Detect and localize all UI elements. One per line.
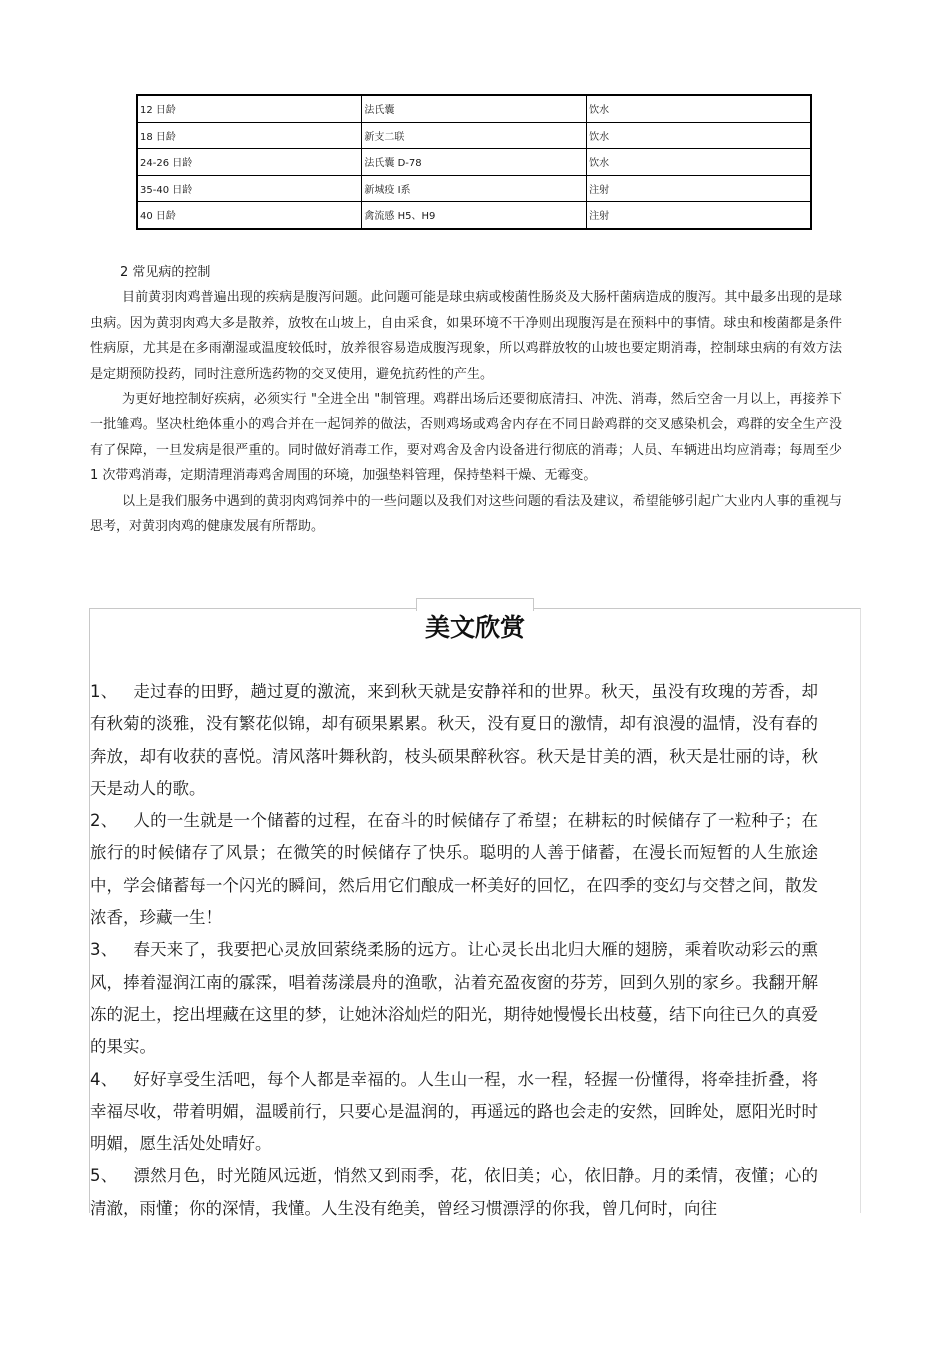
table-row xyxy=(137,175,811,202)
table-cell-method: 饮水 xyxy=(587,149,811,176)
table-cell-vaccine: 新支二联 xyxy=(362,122,587,149)
table-cell-age: 35-40 日龄 xyxy=(137,175,362,202)
table-cell-vaccine: 法氏囊 D-78 xyxy=(362,149,587,176)
table-cell-age: 24-26 日龄 xyxy=(137,149,362,176)
table-row xyxy=(137,122,811,149)
article-paragraph: 以上是我们服务中遇到的黄羽肉鸡饲养中的一些问题以及我们对这些问题的看法及建议，希望能够引起广大业内人事的重视与思考，对黄羽肉鸡的健康发展有所帮助。 xyxy=(90,493,842,535)
table-cell-method: 注射 xyxy=(587,202,811,229)
table-row xyxy=(137,95,811,122)
item-number: 2、 xyxy=(90,811,118,831)
item-number: 4、 xyxy=(90,1069,118,1089)
section-heading: 2 常见病的控制 xyxy=(120,265,211,280)
item-text: 漂然月色，时光随风远逝，悄然又到雨季，花，依旧美；心，依旧静。月的柔情，夜懂；心的清澈，雨懂；你的深情，我懂。人生没有绝美，曾经习惯漂浮的你我，曾几何时，向往 xyxy=(90,1166,819,1218)
item-number: 3、 xyxy=(90,940,118,960)
item-text: 人的一生就是一个储蓄的过程，在奋斗的时候储存了希望；在耕耘的时候储存了一粒种子；在旅行的时候储存了风景；在微笑的时候储存了快乐。聪明的人善于储蓄，在漫长而短暂的人生旅途中，学会储蓄每一个闪光的瞬间，然后用它们酿成一杯美好的回忆，在四季的变幻与交替之间，散发浓香，珍藏一生！ xyxy=(90,811,819,928)
list-item xyxy=(90,805,818,934)
table-cell-method: 注射 xyxy=(587,175,811,202)
item-text: 春天来了，我要把心灵放回萦绕柔肠的远方。让心灵长出北归大雁的翅膀，乘着吹动彩云的熏风，捧着湿润江南的霡霂，唱着荡漾晨舟的渔歌，沾着充盈夜窗的芬芳，回到久别的家乡。我翻开解冻的泥土，挖出埋藏在这里的梦，让她沐浴灿烂的阳光，期待她慢慢长出枝蔓，结下向往已久的真爱的果实。 xyxy=(90,940,819,1057)
table-cell-vaccine: 禽流感 H5、H9 xyxy=(362,202,587,229)
section-title: 美文欣赏 xyxy=(424,613,525,642)
table-cell-age: 18 日龄 xyxy=(137,122,362,149)
table-cell-vaccine: 法氏囊 xyxy=(362,95,587,122)
article-paragraph: 目前黄羽肉鸡普遍出现的疾病是腹泻问题。此问题可能是球虫病或梭菌性肠炎及大肠杆菌病造成的腹泻。其中最多出现的是球虫病。因为黄羽肉鸡大多是散养，放牧在山坡上，自由采食，如果环境不干净则出现腹泻是在预料中的事情。球虫和梭菌都是条件性病原，尤其是在多雨潮湿或温度较低时，放养很容易造成腹泻现象，所以鸡群放牧的山坡也要定期消毒，控制球虫病的有效方法是定期预防投药，同时注意所选药物的交叉使用，避免抗药性的产生。 xyxy=(90,290,842,382)
list-item xyxy=(90,1064,818,1161)
list-item xyxy=(90,934,818,1063)
item-number: 5、 xyxy=(90,1166,118,1186)
item-number: 1、 xyxy=(90,682,118,701)
list-item xyxy=(90,676,818,805)
table-cell-method: 饮水 xyxy=(587,122,811,149)
table-cell-method: 饮水 xyxy=(587,95,811,122)
table-cell-age: 40 日龄 xyxy=(137,202,362,229)
essay-list xyxy=(90,676,818,1225)
list-item xyxy=(90,1160,818,1225)
item-text: 好好享受生活吧，每个人都是幸福的。人生山一程，水一程，轻握一份懂得，将牵挂折叠，将幸福尽收，带着明媚，温暖前行，只要心是温润的，再遥远的路也会走的安然，回眸处，愿阳光时时明媚，愿生活处处晴好。 xyxy=(90,1069,819,1154)
disease-control-article xyxy=(90,260,842,539)
item-text: 走过春的田野，趟过夏的激流，来到秋天就是安静祥和的世界。秋天，虽没有玫瑰的芳香，却有秋菊的淡雅，没有繁花似锦，却有硕果累累。秋天，没有夏日的激情，却有浪漫的温情，没有春的奔放，却有收获的喜悦。清风落叶舞秋韵，枝头硕果醉秋容。秋天是甘美的酒，秋天是壮丽的诗，秋天是动人的歌。 xyxy=(90,682,819,798)
table-cell-vaccine: 新城疫 Ⅰ系 xyxy=(362,175,587,202)
article-paragraph: 为更好地控制好疾病，必须实行 "全进全出 "制管理。鸡群出场后还要彻底清扫、冲洗、消毒，然后空舍一月以上，再接养下一批雏鸡。坚决杜绝体重小的鸡合并在一起饲养的做法，否则鸡场或鸡舍内存在不同日龄鸡群的交叉感染机会，鸡群的安全生产没有了保障，一旦发病是很严重的。同时做好消毒工作，要对鸡舍及舍内设备进行彻底的消毒；人员、车辆进出均应消毒；每周至少 1 次带鸡消毒，定期清理消毒鸡舍周围的环境，加强垫料管理，保持垫料干燥、无霉变。 xyxy=(90,392,842,484)
table-row xyxy=(137,202,811,229)
table-cell-age: 12 日龄 xyxy=(137,95,362,122)
vaccination-schedule-table xyxy=(136,94,812,230)
table-row xyxy=(137,149,811,176)
